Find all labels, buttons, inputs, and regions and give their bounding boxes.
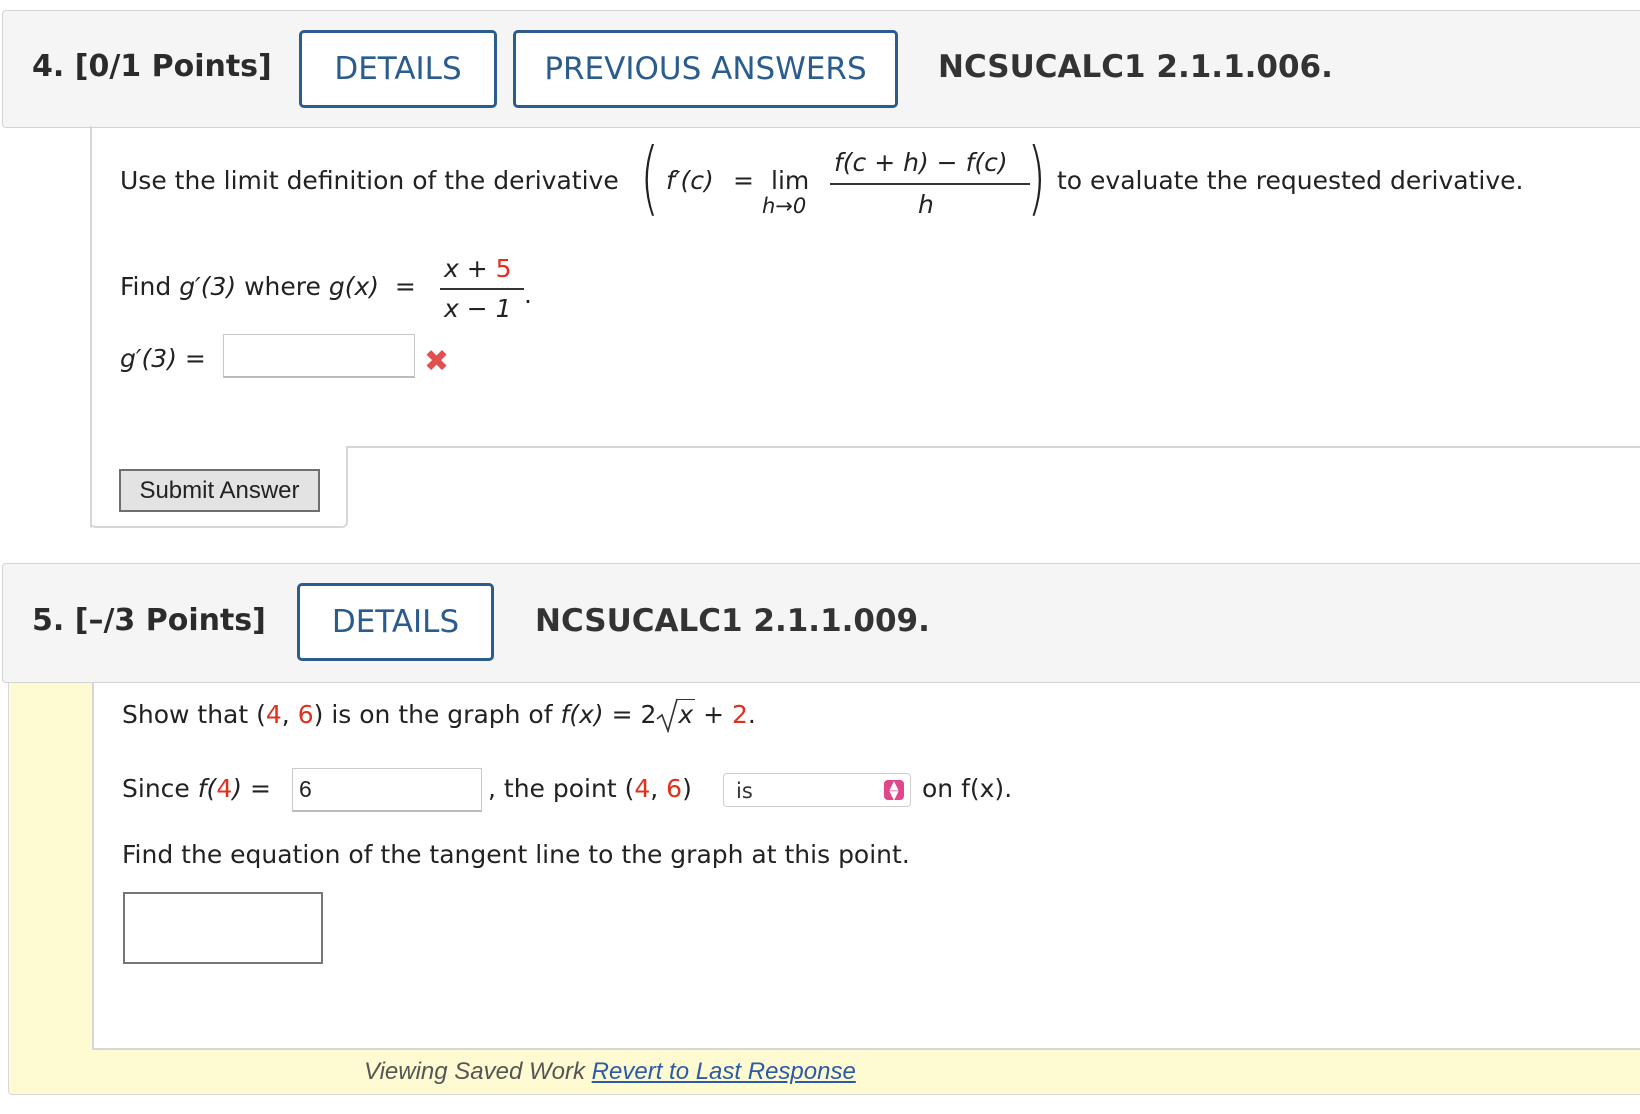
q4-lim-sub: h→0 [762, 194, 807, 218]
viewing-saved-text: Viewing Saved Work [364, 1058, 585, 1085]
q5-select-value: is [736, 779, 753, 803]
q4-find-gx: g(x) [328, 272, 380, 301]
q5-two: 2 [732, 700, 748, 729]
q4-g-num-x: x [444, 254, 459, 283]
q4-g-num-5: 5 [495, 254, 512, 283]
q5-f4-arg: 4 [216, 774, 233, 803]
q5-on-fx: on f(x). [922, 774, 1013, 803]
q4-find-where: where [244, 272, 321, 301]
q4-lim: lim [771, 166, 810, 195]
incorrect-x-icon: ✖ [424, 344, 450, 379]
q4-number: 4. [32, 49, 65, 84]
q5-point-x: 4 [265, 700, 282, 729]
q4-g-numerator: x + 5 [444, 254, 512, 283]
q4-find-prefix: Find [120, 272, 172, 301]
q5-find-tangent: Find the equation of the tangent line to the graph at this point. [122, 840, 910, 869]
q5-question-id: NCSUCALC1 2.1.1.009. [535, 603, 930, 639]
q4-find-gprime: g′(3) [179, 272, 237, 301]
q5-since-label: Since f(4) = [122, 774, 271, 803]
q4-details-button[interactable]: DETAILS [299, 30, 497, 108]
q4-g-denominator: x − 1 [444, 294, 512, 323]
sqrt-sign [656, 697, 678, 733]
submit-answer-button[interactable]: Submit Answer [119, 469, 320, 512]
q4-deriv-denominator: h [918, 190, 934, 219]
q4-previous-answers-button[interactable]: PREVIOUS ANSWERS [513, 30, 898, 108]
q5-viewing-saved [364, 1058, 856, 1086]
q4-points: [0/1 Points] [74, 49, 272, 84]
q5-details-button[interactable]: DETAILS [297, 583, 494, 661]
q5-number-points [32, 603, 266, 638]
q4-separator [346, 446, 1640, 448]
q4-question-id: NCSUCALC1 2.1.1.006. [938, 49, 1333, 85]
q5-number: 5. [32, 603, 65, 638]
right-paren: ) [1027, 131, 1046, 224]
q4-deriv-fraction-bar [830, 183, 1030, 185]
q4-g-fraction-bar [440, 288, 524, 290]
q4-answer-label: g′(3) = [120, 344, 206, 373]
left-paren: ( [640, 131, 659, 224]
q5-sqrt-arg: x [678, 700, 694, 729]
q4-intro-before: Use the limit definition of the derivative [120, 166, 619, 195]
q4-answer-input[interactable] [223, 334, 415, 378]
q5-fx: f(x) [560, 700, 604, 729]
q5-point-y: 6 [297, 700, 314, 729]
select-arrows-icon: ▲ ▼ [884, 780, 904, 800]
q5-f4-input[interactable] [292, 768, 482, 812]
q4-fprime: f′(c) [666, 166, 714, 195]
q5-the-point-text: , the point (4, 6) [488, 774, 692, 803]
q5-points: [–/3 Points] [74, 603, 266, 638]
q4-submit-frame-left [90, 446, 92, 528]
q4-deriv-numerator: f(c + h) − f(c) [834, 148, 1008, 177]
revert-link[interactable]: Revert to Last Response [591, 1058, 856, 1085]
q5-show-that-line: Show that (4, 6) is on the graph of f(x) = 2 x + 2. [122, 700, 756, 729]
q4-number-points [32, 49, 272, 84]
q4-intro-after: to evaluate the requested derivative. [1057, 166, 1524, 195]
q5-is-select[interactable] [723, 773, 911, 807]
q5-tangent-input[interactable] [123, 892, 323, 964]
q4-equals: = [733, 166, 754, 195]
q4-find-line: Find g′(3) where g(x) = [120, 272, 416, 301]
